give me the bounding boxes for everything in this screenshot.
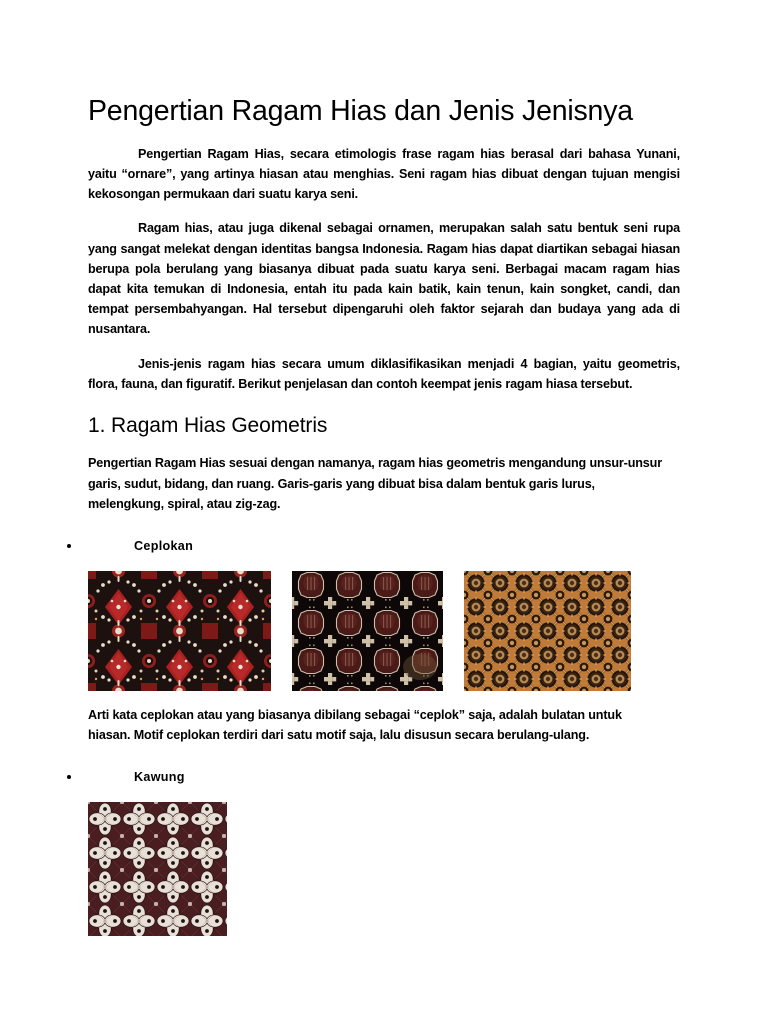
batik-ceplokan-dark-medallion-image bbox=[292, 571, 443, 691]
section-heading-geometris: 1. Ragam Hias Geometris bbox=[88, 414, 328, 437]
list-item-label-kawung: Kawung bbox=[134, 769, 185, 784]
document-content bbox=[88, 96, 680, 950]
intro-paragraph-1: Pengertian Ragam Hias, secara etimologis frase ragam hias berasal dari bahasa Yunani, yaitu “ornare”, yang artinya hiasan atau menghias. Seni ragam hias dibuat dengan tujuan mengisi kekosongan permukaan dari suatu karya seni. bbox=[88, 146, 680, 202]
intro-paragraph-3: Jenis-jenis ragam hias secara umum diklasifikasikan menjadi 4 bagian, yaitu geometris, flora, fauna, dan figuratif. Berikut penjelasan dan contoh keempat jenis ragam hiasa tersebut. bbox=[88, 356, 680, 391]
image-gallery-ceplokan bbox=[88, 571, 680, 691]
bullet-point-icon bbox=[67, 775, 71, 779]
list-item-ceplokan bbox=[88, 537, 680, 559]
list-item-kawung bbox=[88, 768, 680, 790]
intro-paragraph-2: Ragam hias, atau juga dikenal sebagai ornamen, merupakan salah satu bentuk seni rupa yang sangat melekat dengan identitas bangsa Indonesia. Ragam hias dapat diartikan sebagai hiasan berupa pola berulang yang biasanya dibuat pada suatu karya seni. Berbagai macam ragam hias dapat kita temukan di Indonesia, entah itu pada kain batik, kain tenun, kain songket, candi, dan tempat persembahyangan. Hal tersebut dipengaruhi oleh faktor sejarah dan budaya yang ada di nusantara. bbox=[88, 221, 680, 337]
batik-ceplokan-orange-lattice-image bbox=[464, 571, 631, 691]
batik-ceplokan-red-diamond-image bbox=[88, 571, 271, 691]
batik-kawung-image bbox=[88, 802, 227, 936]
page-title: Pengertian Ragam Hias dan Jenis Jenisnya bbox=[88, 95, 633, 127]
image-gallery-kawung bbox=[88, 802, 680, 936]
list-item-label-ceplokan: Ceplokan bbox=[134, 538, 194, 553]
description-ceplokan: Arti kata ceplokan atau yang biasanya dibilang sebagai “ceplok” saja, adalah bulatan untuk hiasan. Motif ceplokan terdiri dari satu motif saja, lalu disusun secara berulang-ulang. bbox=[88, 707, 622, 743]
section-intro-geometris: Pengertian Ragam Hias sesuai dengan namanya, ragam hias geometris mengandung unsur-unsur garis, sudut, bidang, dan ruang. Garis-garis yang dibuat bisa dalam bentuk garis lurus, melengkung, spiral, atau zig-zag. bbox=[88, 456, 662, 512]
bullet-point-icon bbox=[67, 544, 71, 548]
